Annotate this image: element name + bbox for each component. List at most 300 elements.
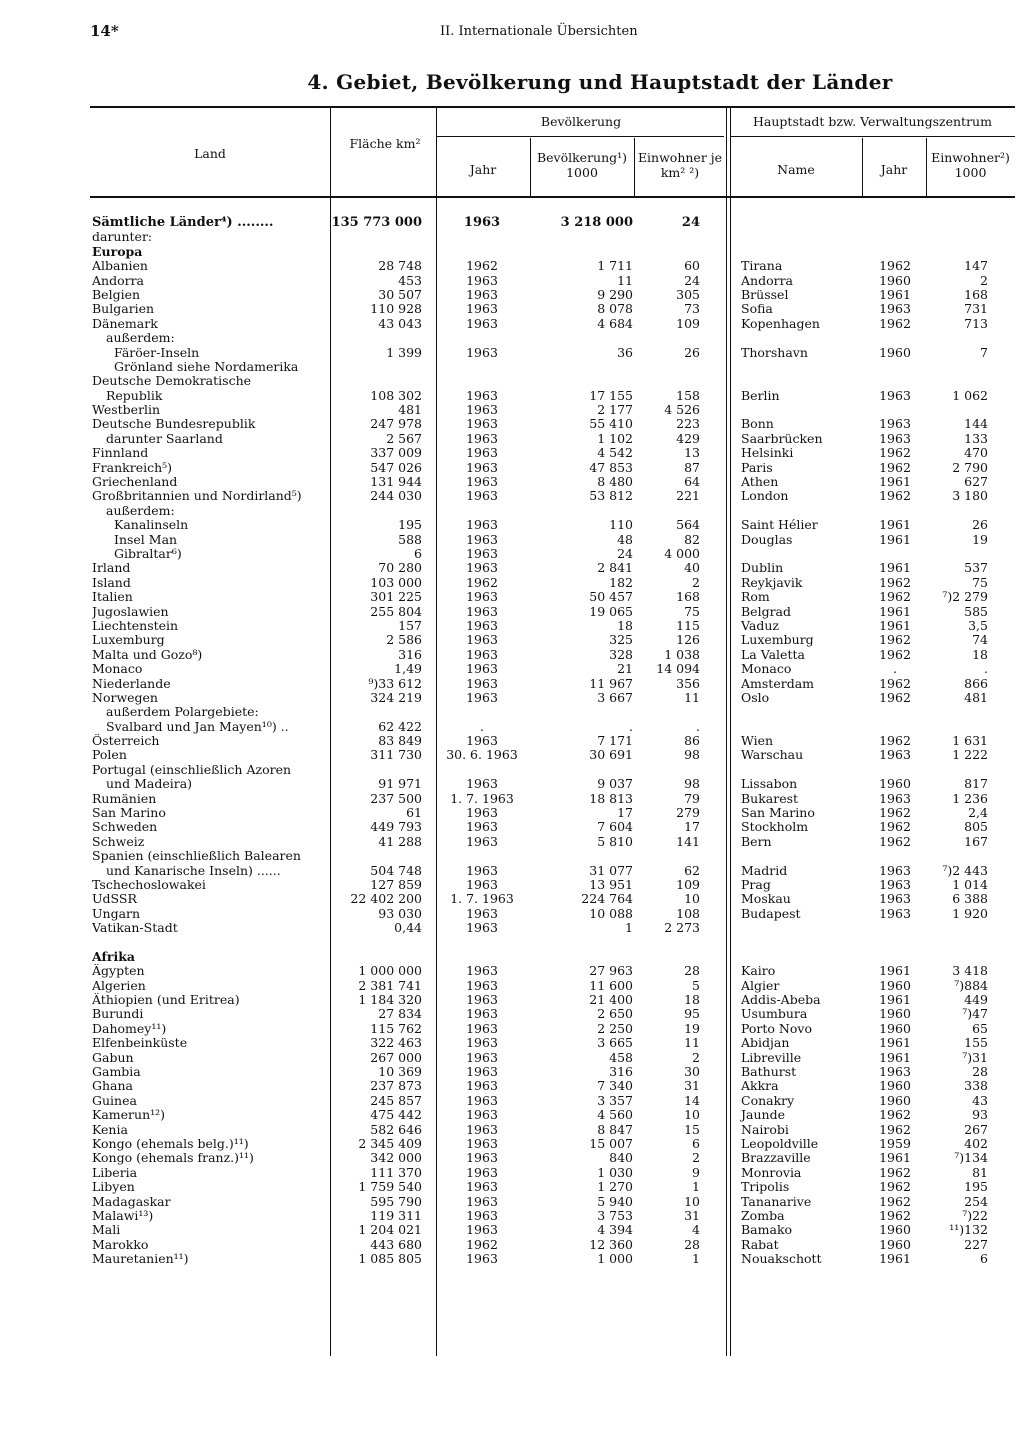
capital-year-cell: 1961 (879, 1150, 911, 1166)
year-cell: 1963 (466, 531, 498, 547)
capital-year-cell: 1961 (879, 1049, 911, 1065)
table-row (90, 907, 1015, 921)
country-cell: Island (92, 575, 131, 590)
capital-year-cell: 1961 (879, 531, 911, 547)
capital-population-cell: 254 (964, 1193, 988, 1209)
table-row (90, 1051, 1015, 1065)
density-cell: 115 (676, 617, 700, 633)
table-row (90, 374, 1015, 388)
density-cell: 28 (684, 963, 700, 979)
year-cell: 1963 (466, 402, 498, 418)
table-row (90, 1007, 1015, 1021)
capital-year-cell: 1960 (879, 1006, 911, 1022)
table-row (90, 533, 1015, 547)
capital-population-cell: 81 (972, 1164, 988, 1180)
capital-cell: Kopenhagen (741, 315, 820, 331)
country-cell: Marokko (92, 1237, 149, 1252)
capital-cell: Bonn (741, 416, 774, 432)
area-cell: 443 680 (370, 1236, 422, 1252)
area-cell: 267 000 (370, 1049, 422, 1065)
capital-population-cell: 167 (964, 833, 988, 849)
capital-cell: Bern (741, 833, 772, 849)
header-jahr: Jahr (469, 162, 497, 177)
population-cell: 11 (617, 272, 633, 288)
table-row (90, 792, 1015, 806)
capital-cell: Conakry (741, 1092, 795, 1108)
capital-year-cell: 1963 (879, 387, 911, 403)
year-cell: 1963 (466, 905, 498, 921)
capital-cell: Prag (741, 876, 771, 892)
population-cell: 1 270 (597, 1179, 633, 1195)
capital-cell: Athen (741, 474, 779, 490)
header-population-group: Bevölkerung (540, 114, 622, 129)
population-cell: 17 (617, 805, 633, 821)
area-cell: 111 370 (370, 1164, 422, 1180)
table-row (90, 1209, 1015, 1223)
col-divider (530, 138, 531, 196)
density-cell: 11 (684, 1035, 700, 1051)
area-cell: 83 849 (378, 733, 422, 749)
capital-cell: Budapest (741, 905, 801, 921)
capital-population-cell: ⁷)134 (954, 1150, 988, 1166)
header-bottom-rule (90, 196, 1015, 198)
capital-population-cell: 74 (972, 632, 988, 648)
capital-year-cell: 1962 (879, 1193, 911, 1209)
country-cell: Tschechoslowakei (92, 877, 206, 892)
country-cell: Jugoslawien (92, 604, 169, 619)
density-cell: 1 (692, 1179, 700, 1195)
year-cell: 1963 (466, 646, 498, 662)
capital-year-cell: 1962 (879, 733, 911, 749)
country-cell: Kenia (92, 1122, 128, 1137)
table-row (90, 1252, 1015, 1266)
population-cell: 7 604 (597, 819, 633, 835)
capital-population-cell: 195 (964, 1179, 988, 1195)
year-cell: 1963 (466, 560, 498, 576)
population-cell: 8 480 (597, 474, 633, 490)
table-row (90, 806, 1015, 820)
capital-population-cell: 805 (964, 819, 988, 835)
capital-cell: Reykjavik (741, 574, 803, 590)
year-cell: 1962 (466, 1236, 498, 1252)
area-cell: 301 225 (370, 589, 422, 605)
country-cell: Gambia (92, 1065, 141, 1080)
table-row (90, 633, 1015, 647)
capital-cell: Stockholm (741, 819, 809, 835)
year-cell: 1963 (466, 459, 498, 475)
population-cell: 15 007 (589, 1136, 633, 1151)
year-cell: 1963 (466, 474, 498, 490)
density-cell: 24 (684, 272, 700, 288)
capital-cell: Leopoldville (741, 1136, 819, 1151)
table-row (90, 432, 1015, 446)
population-cell: . (629, 718, 633, 734)
table-row (90, 777, 1015, 791)
country-cell: Kamerun¹²) (92, 1108, 166, 1123)
table-row (90, 1166, 1015, 1180)
population-cell: 27 963 (589, 963, 633, 979)
capital-cell: Sofia (741, 301, 773, 317)
table-row (90, 748, 1015, 762)
capital-population-cell: 2 (980, 272, 988, 288)
year-cell: 1963 (466, 1136, 498, 1151)
population-cell: 224 764 (581, 891, 633, 907)
header-capital-year: Jahr (880, 162, 908, 177)
year-cell: 1963 (466, 661, 498, 677)
density-cell: 79 (684, 790, 700, 806)
year-cell: 1963 (466, 1092, 498, 1108)
population-cell: 11 967 (589, 675, 633, 691)
table-row (90, 892, 1015, 906)
density-cell: 221 (676, 488, 700, 504)
density-cell: 356 (676, 675, 700, 691)
area-cell: 481 (398, 402, 422, 418)
table-row (90, 360, 1015, 374)
table-row (90, 1079, 1015, 1093)
population-cell: 8 078 (597, 301, 633, 317)
area-cell: 115 762 (370, 1020, 422, 1036)
year-cell: 1963 (466, 603, 498, 619)
table-row (90, 475, 1015, 489)
capital-population-cell: 227 (964, 1236, 988, 1252)
population-cell: 55 410 (589, 416, 633, 432)
capital-year-cell: 1962 (879, 805, 911, 821)
density-cell: 18 (684, 992, 700, 1008)
country-cell: Republik (106, 388, 163, 403)
capital-cell: Kairo (741, 963, 776, 979)
density-cell: 126 (676, 632, 700, 648)
population-cell: 31 077 (589, 862, 633, 878)
density-cell: 564 (676, 517, 700, 533)
density-cell: 10 (684, 891, 700, 907)
area-cell: 342 000 (370, 1150, 422, 1166)
area-cell: 324 219 (370, 689, 422, 705)
table-row (90, 849, 1015, 863)
capital-year-cell: 1960 (879, 1020, 911, 1036)
capital-year-cell: 1962 (879, 1179, 911, 1195)
capital-population-cell: 144 (964, 416, 988, 432)
population-cell: 9 290 (597, 286, 633, 302)
table-row (90, 259, 1015, 273)
country-cell: Polen (92, 748, 127, 763)
year-cell: 1963 (466, 1179, 498, 1195)
year-cell: 1963 (466, 1150, 498, 1166)
capital-cell: London (741, 488, 789, 504)
capital-cell: Saint Hélier (741, 517, 818, 533)
country-cell: und Kanarische Inseln) ...... (106, 863, 281, 878)
year-cell: 1963 (466, 833, 498, 849)
capital-population-cell: 1 014 (952, 876, 988, 892)
year-cell: 1963 (466, 430, 498, 446)
capital-population-cell: 1 236 (952, 790, 988, 806)
area-cell: 22 402 200 (350, 891, 422, 907)
population-cell: 840 (609, 1150, 633, 1166)
density-cell: 24 (681, 215, 700, 230)
area-cell: 237 500 (370, 790, 422, 806)
country-cell: Algerien (92, 978, 146, 993)
year-cell: 1. 7. 1963 (450, 891, 514, 907)
capital-population-cell: 817 (964, 776, 988, 792)
country-cell: und Madeira) (106, 777, 193, 792)
country-cell: Grönland siehe Nordamerika (114, 359, 299, 374)
country-cell: Ägypten (92, 964, 145, 979)
capital-year-cell: 1962 (879, 574, 911, 590)
country-cell: Niederlande (92, 676, 171, 691)
population-cell: 325 (609, 632, 633, 648)
country-cell: Liberia (92, 1165, 138, 1180)
country-cell: Rumänien (92, 791, 157, 806)
page-header (0, 22, 1024, 44)
population-cell: 4 684 (597, 315, 633, 331)
capital-cell: Bukarest (741, 790, 799, 806)
capital-year-cell: 1962 (879, 689, 911, 705)
area-cell: 119 311 (370, 1207, 422, 1223)
header-population: Bevölkerung¹) 1000 (536, 150, 628, 180)
area-cell: 61 (406, 805, 422, 821)
year-cell: 1963 (466, 1107, 498, 1123)
area-cell: 27 834 (378, 1006, 422, 1022)
capital-population-cell: 338 (964, 1078, 988, 1094)
area-cell: 1 000 000 (358, 963, 422, 979)
density-cell: 14 (684, 1092, 700, 1108)
table-row (90, 979, 1015, 993)
capital-population-cell: 3 418 (952, 963, 988, 979)
table-row (90, 1094, 1015, 1108)
table-row (90, 518, 1015, 532)
density-cell: 26 (684, 344, 700, 360)
capital-cell: Moskau (741, 891, 791, 907)
capital-cell: Libreville (741, 1049, 802, 1065)
density-cell: 223 (676, 416, 700, 432)
density-cell: 31 (684, 1078, 700, 1094)
country-cell: Libyen (92, 1180, 135, 1195)
area-cell: 2 586 (386, 632, 422, 648)
year-cell: 1963 (466, 1193, 498, 1209)
population-cell: 3 218 000 (560, 215, 633, 230)
population-cell: 1 030 (597, 1164, 633, 1180)
table-row (90, 403, 1015, 417)
area-cell: 449 793 (370, 819, 422, 835)
area-cell: 1,49 (394, 661, 422, 677)
country-cell: Norwegen (92, 690, 158, 705)
density-cell: 98 (684, 776, 700, 792)
capital-population-cell: 481 (964, 689, 988, 705)
year-cell: 1963 (466, 992, 498, 1008)
year-cell: 1963 (466, 776, 498, 792)
year-cell: 1963 (466, 315, 498, 331)
capital-year-cell: 1962 (879, 445, 911, 461)
density-cell: 2 (692, 1150, 700, 1166)
country-cell: Portugal (einschließlich Azoren (92, 762, 292, 777)
table-row (90, 417, 1015, 431)
table-row (90, 691, 1015, 705)
capital-population-cell: 6 388 (952, 891, 988, 907)
capital-year-cell: 1962 (879, 819, 911, 835)
country-cell: Spanien (einschließlich Balearen (92, 849, 301, 864)
table-row (90, 993, 1015, 1007)
area-cell: 504 748 (370, 862, 422, 878)
density-cell: 6 (692, 1136, 700, 1151)
capital-year-cell: 1963 (879, 790, 911, 806)
table-row (90, 547, 1015, 561)
density-cell: 87 (684, 459, 700, 475)
population-cell: 24 (617, 545, 633, 561)
year-cell: 1. 7. 1963 (450, 790, 514, 806)
table-row (90, 936, 1015, 950)
area-cell: 43 043 (378, 315, 422, 331)
population-cell: 47 853 (589, 459, 633, 475)
year-cell: 1963 (463, 215, 501, 230)
country-cell: UdSSR (92, 892, 137, 907)
capital-year-cell: 1961 (879, 517, 911, 533)
table-row (90, 504, 1015, 518)
table-row (90, 662, 1015, 676)
capital-population-cell: 168 (964, 286, 988, 302)
country-cell: Dänemark (92, 316, 158, 331)
capital-cell: Jaunde (741, 1107, 785, 1123)
country-cell: Malta und Gozo⁸) (92, 647, 203, 662)
table-row (90, 216, 1015, 230)
population-cell: 5 940 (597, 1193, 633, 1209)
density-cell: 10 (684, 1193, 700, 1209)
population-cell: 328 (609, 646, 633, 662)
country-cell: Liechtenstein (92, 618, 179, 633)
capital-cell: La Valetta (741, 646, 805, 662)
table-row (90, 950, 1015, 964)
density-cell: 2 (692, 1049, 700, 1065)
capital-population-cell: 93 (972, 1107, 988, 1123)
capital-population-cell: 866 (964, 675, 988, 691)
country-cell: Dahomey¹¹) (92, 1021, 167, 1036)
table-row (90, 230, 1015, 244)
year-cell: 1963 (466, 805, 498, 821)
capital-population-cell: 75 (972, 574, 988, 590)
table-row (90, 820, 1015, 834)
capital-year-cell: 1961 (879, 617, 911, 633)
capital-population-cell: 1 222 (952, 747, 988, 763)
capital-cell: Saarbrücken (741, 430, 823, 446)
population-cell: 2 177 (597, 402, 633, 418)
country-cell: darunter: (92, 230, 153, 245)
capital-cell: Brüssel (741, 286, 789, 302)
capital-year-cell: 1961 (879, 1251, 911, 1267)
capital-population-cell: ⁷)2 279 (942, 589, 988, 605)
capital-year-cell: 1962 (879, 632, 911, 648)
capital-population-cell: 1 920 (952, 905, 988, 921)
density-cell: 19 (684, 1020, 700, 1036)
year-cell: 1963 (466, 1251, 498, 1267)
capital-population-cell: . (984, 661, 988, 677)
area-cell: 2 381 741 (358, 977, 422, 993)
population-cell: 19 065 (589, 603, 633, 619)
area-cell: 316 (398, 646, 422, 662)
capital-population-cell: 3 180 (952, 488, 988, 504)
capital-population-cell: 1 631 (952, 733, 988, 749)
table-row (90, 576, 1015, 590)
table-row (90, 489, 1015, 503)
page-number: 14* (90, 22, 119, 40)
header-land: Land (194, 146, 226, 161)
country-cell: Malawi¹³) (92, 1208, 154, 1223)
density-cell: 1 038 (664, 646, 700, 662)
capital-year-cell: 1963 (879, 862, 911, 878)
density-cell: 11 (684, 689, 700, 705)
area-cell: 93 030 (378, 905, 422, 921)
year-cell: 1963 (466, 1020, 498, 1036)
capital-year-cell: 1963 (879, 430, 911, 446)
capital-population-cell: ⁷)22 (962, 1207, 988, 1223)
table-row (90, 1195, 1015, 1209)
capital-population-cell: 6 (980, 1251, 988, 1267)
capital-population-cell: 449 (964, 992, 988, 1008)
country-cell: Gabun (92, 1050, 134, 1065)
capital-cell: Rabat (741, 1236, 779, 1252)
area-cell: 10 369 (378, 1064, 422, 1080)
capital-year-cell: 1962 (879, 833, 911, 849)
table-top-rule (90, 106, 1015, 108)
area-cell: 588 (398, 531, 422, 547)
table-row (90, 864, 1015, 878)
capital-population-cell: ¹¹)132 (949, 1222, 988, 1238)
capital-group-rule (730, 136, 1015, 137)
table-row (90, 1180, 1015, 1194)
year-cell: 1963 (466, 1035, 498, 1051)
capital-cell: Addis-Abeba (741, 992, 821, 1008)
year-cell: 1963 (466, 1207, 498, 1223)
table-row (90, 346, 1015, 360)
area-cell: 1 204 021 (358, 1222, 422, 1238)
country-cell: Madagaskar (92, 1194, 171, 1209)
capital-cell: Amsterdam (741, 675, 814, 691)
capital-population-cell: 155 (964, 1035, 988, 1051)
header-flaeche: Fläche km² (349, 136, 421, 151)
density-cell: 4 000 (664, 545, 700, 561)
data-table (90, 106, 1015, 1356)
density-cell: 17 (684, 819, 700, 835)
table-row (90, 1223, 1015, 1237)
capital-cell: Warschau (741, 747, 804, 763)
area-cell: 30 507 (378, 286, 422, 302)
population-cell: 2 841 (597, 560, 633, 576)
country-cell: Mauretanien¹¹) (92, 1252, 189, 1267)
population-cell: 1 (625, 920, 633, 936)
table-body (90, 216, 1015, 1267)
capital-year-cell: 1962 (879, 1207, 911, 1223)
country-cell: Äthiopien (und Eritrea) (92, 993, 240, 1008)
capital-population-cell: 43 (972, 1092, 988, 1108)
table-row (90, 605, 1015, 619)
area-cell: ⁹)33 612 (368, 675, 422, 691)
capital-year-cell: 1960 (879, 272, 911, 288)
area-cell: 1 085 805 (358, 1251, 422, 1267)
density-cell: 109 (676, 876, 700, 892)
capital-year-cell: 1960 (879, 1078, 911, 1094)
population-group-rule (437, 136, 724, 137)
population-cell: 7 171 (597, 733, 633, 749)
population-cell: 13 951 (589, 876, 633, 892)
table-row (90, 302, 1015, 316)
population-cell: 4 542 (597, 445, 633, 461)
capital-population-cell: 731 (964, 301, 988, 317)
section-title: II. Internationale Übersichten (440, 24, 638, 39)
density-cell: 10 (684, 1107, 700, 1123)
population-cell: 7 340 (597, 1078, 633, 1094)
year-cell: 1963 (466, 963, 498, 979)
population-cell: 21 400 (589, 992, 633, 1008)
year-cell: 1963 (466, 876, 498, 892)
capital-year-cell: 1963 (879, 301, 911, 317)
country-cell: Schweiz (92, 834, 145, 849)
